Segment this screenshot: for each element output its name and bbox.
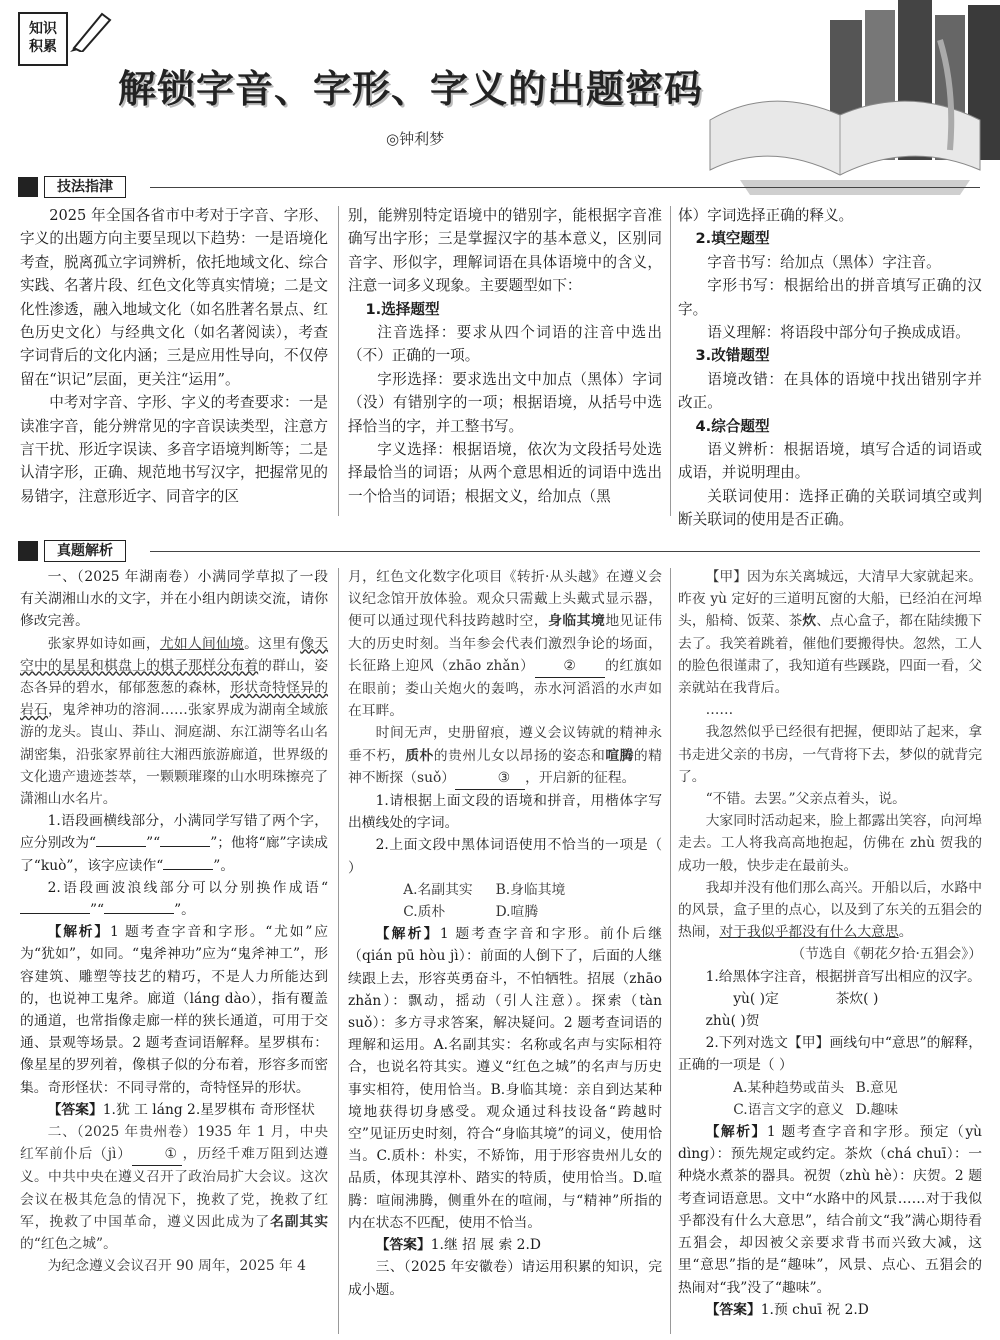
paragraph: 语义理解：将语段中部分句子换成成语。: [707, 324, 970, 342]
jifa-column-3: [678, 204, 982, 532]
option-a[interactable]: A.某种趋势或苗头: [733, 1079, 845, 1096]
section-label: 技法指津: [44, 176, 126, 198]
sub-question: 1.语段画横线部分，小满同学写错了两个字，应分别改为“ ”“ ”；他将“廊”字读成了“kuò”，该字应读作“ ”。: [20, 813, 328, 874]
paragraph: 体）字词选择正确的释义。: [678, 207, 854, 224]
column-divider: [338, 206, 339, 516]
subheading: 4.综合题型: [695, 417, 770, 435]
answer-blank[interactable]: [163, 869, 213, 870]
fill-item[interactable]: 茶炊( ): [835, 990, 879, 1007]
badge-line-1: 知识: [29, 21, 57, 37]
fill-item[interactable]: yù( )定: [733, 990, 779, 1007]
zhenti-column-1: [20, 566, 328, 1278]
source-note: （节选自《朝花夕拾·五猖会》）: [791, 946, 982, 963]
question-intro: 一、（2025 年湖南卷）小满同学草拟了一段有关湖湘山水的文字，并在小组内朗读交流，请你修改完善。: [20, 569, 328, 630]
fill-row: [678, 988, 982, 1010]
analysis: 【解析】1 题考查字音和字形。前仆后继（qián pū hòu jì）：前面的人倒下了，后面的人继续跟上去，形容英勇奋斗，不怕牺牲。招展（zhāo zhǎn）：飘动，摇动（引人注意）。探索（tàn suǒ）：多方寻求答案，解决疑问。2 题考查词语的理解和运用。A.名副其实：名称或名声与实际相符合，也说名符其实。遵义“红色之城”的名声与历史事实相符，使用恰当。B.身临其境：亲自到达某种境地获得切身感受。观众通过科技设备“跨越时空”见证历史时刻，符合“身临其境”的词义，使用恰当。C.质朴：朴实，不矫饰，用于形容贵州儿女的品质，体现其淳朴、踏实的特质，使用恰当。D.喧腾：喧闹沸腾，侧重外在的喧闹，与“精神”所指的内在状态不匹配，使用不恰当。: [348, 926, 662, 1231]
zhenti-column-3: [678, 566, 982, 1321]
pen-icon: [66, 8, 116, 52]
paragraph: 注音选择：要求从四个词语的注音中选出（不）正确的一项。: [348, 324, 662, 365]
paragraph: 字音书写：给加点（黑体）字注音。: [707, 253, 941, 271]
answer: 【答案】1.预 chuī 祝 2.D: [705, 1301, 869, 1318]
section-header-jifa: [18, 176, 126, 198]
option-c[interactable]: C.语言文字的意义: [733, 1101, 845, 1118]
question-intro: 三、（2025 年安徽卷）请运用积累的知识，完成小题。: [348, 1259, 662, 1298]
passage: 大家同时活动起来，脸上都露出笑容，向河埠走去。工人将我高高地抱起，仿佛在 zhù 贺我的成功一般，快步走在最前头。: [678, 813, 982, 874]
jifa-column-1: [20, 204, 328, 508]
option-row: [348, 879, 662, 901]
answer-blank[interactable]: [160, 846, 210, 847]
paragraph: 字义选择：根据语境，依次为文段括号处选择最恰当的词语；从两个意思相近的词语中选出一个恰当的词语；根据文义，给加点（黑: [348, 441, 662, 505]
zhenti-column-2: [348, 566, 662, 1301]
column-badge: [18, 12, 68, 66]
paragraph: 语义辨析：根据语境，填写合适的词语或成语，并说明理由。: [678, 441, 982, 482]
passage: 我忽然似乎已经很有把握，便即站了起来，拿书走进父亲的书房，一气背将下去，梦似的就背完了。: [678, 724, 982, 785]
paragraph: 别，能辨别特定语境中的错别字，能根据字音准确写出字形；三是掌握汉字的基本意义，区别同音字、形似字，理解词语在具体语境中的含义，注意一词多义现象。主要题型如下：: [348, 207, 662, 295]
column-divider: [670, 568, 671, 1334]
question-intro: 二、（2025 年贵州卷）1935 年 1 月，中央红军前仆后（jì） ① ，历经千难万阻到达遵义。中共中央在遵义召开了政治局扩大会议。这次会议在极其危急的情况下，挽救了党，挽救了红军，挽救了中国革命，遵义因此成为了名副其实的“红色之城”。: [20, 1124, 329, 1253]
subheading: 3.改错题型: [695, 347, 770, 365]
analysis: 【解析】1 题考查字音和字形。预定（yù dìng）：预先规定或约定。茶炊（chá chuī）：一种烧水煮茶的器具。祝贺（zhù hè）：庆贺。2 题考查词语意思。文中“水路中的风景……对于我似乎都没有什么大意思”，结合前文“我”满心期待看五猖会，却因被父亲要求背书而兴致大减，这里“意思”指的是“趣味”，风景、点心、五猖会的热闹对“我”没了“趣味”。: [678, 1124, 983, 1296]
option-row: [348, 901, 662, 923]
jifa-column-2: [348, 204, 662, 508]
section-rule: [150, 187, 980, 188]
option-row: [678, 1099, 982, 1121]
books-illustration: [700, 0, 1000, 200]
author-line: ◎钟利梦: [386, 130, 445, 148]
fill-item[interactable]: zhù( )贺: [705, 1013, 760, 1030]
section-label: 真题解析: [44, 540, 126, 562]
fill-row: [678, 1010, 982, 1032]
answer-blank[interactable]: [104, 913, 174, 914]
option-b[interactable]: B.意见: [855, 1079, 898, 1096]
passage: 月，红色文化数字化项目《转折·从头越》在遵义会议纪念馆开放体验。观众只需戴上头戴式显示器，便可以通过现代科技跨越时空，身临其境地见证伟大的历史时刻。当年参会代表们激烈争论的场面，长征路上迎风（zhāo zhǎn） ② 的红旗如在眼前；娄山关炮火的轰鸣，赤水河滔滔的水声如在耳畔。: [348, 569, 663, 720]
passage: 张家界如诗如画，尤如人间仙境。这里有像天空中的星星和棋盘上的棋子那样分布着的群山，姿态各异的碧水，郁郁葱葱的森林，形状奇特怪异的岩石，鬼斧神功的溶洞……张家界成为湖南全域旅游的龙头。崀山、莽山、洞庭湖、东江湖等名山名湖密集，沿张家界前往大湘西旅游廊道，世界级的文化遗产遗迹荟萃，一颗颗璀璨的山水明珠擦亮了潇湘山水名片。: [20, 635, 329, 808]
section-header-zhenti: [18, 540, 126, 562]
answer: 【答案】1.继 招 展 索 2.D: [375, 1237, 541, 1254]
option-row: [678, 1077, 982, 1099]
answer: 【答案】1.犹 工 láng 2.星罗棋布 奇形怪状: [47, 1101, 315, 1118]
passage: 时间无声，史册留痕，遵义会议铸就的精神永垂不朽，质朴的贵州儿女以昂扬的姿态和喧腾的精神不断探（suǒ） ③ ，开启新的征程。: [348, 722, 662, 790]
subheading: 2.填空题型: [695, 230, 770, 248]
option-b[interactable]: B.身临其境: [495, 881, 566, 898]
answer-blank[interactable]: [20, 913, 90, 914]
subheading: 1.选择题型: [365, 300, 440, 318]
paragraph: 语境改错：在具体的语境中找出错别字并改正。: [678, 370, 982, 412]
sub-question: 1.请根据上面文段的语境和拼音，用楷体字写出横线处的字词。: [348, 793, 662, 832]
paragraph: 关联词使用：选择正确的关联词填空或判断关联词的使用是否正确。: [678, 487, 982, 529]
paragraph: 为纪念遵义会议召开 90 周年，2025 年 4: [47, 1258, 306, 1275]
passage: “不错。去罢。”父亲点着头，说。: [705, 791, 906, 808]
paragraph: 2025 年全国各省市中考对于字音、字形、字义的出题方向主要呈现以下趋势：一是语境化考查，脱离孤立字词辨析，依托地域文化、综合实践、名著片段、红色文化等真实情境；二是文化性渗透，融入地域文化（如名胜著名景点、红色历史文化）与经典文化（如名著阅读），考查字词背后的文化内涵；三是应用性导向，不仅停留在“识记”层面，更关注“运用”。: [20, 207, 328, 388]
option-d[interactable]: D.趣味: [855, 1101, 899, 1118]
paragraph: 字形选择：要求选出文中加点（黑体）字词（没）有错别字的一项；根据语境，从括号中选择恰当的字，并工整书写。: [348, 370, 662, 435]
option-c[interactable]: C.质朴: [403, 904, 446, 921]
column-divider: [670, 206, 671, 516]
badge-line-2: 积累: [29, 39, 57, 55]
page-title: 解锁字音、字形、字义的出题密码: [118, 67, 704, 111]
column-divider: [338, 568, 339, 1334]
paragraph: 中考对字音、字形、字义的考查要求：一是读准字音，能分辨常见的字音误读类型，注意方言干扰、形近字误读、多音字语境判断等；二是认清字形，正确、规范地书写汉字，把握常见的易错字，注意形近字、同音字的区: [20, 394, 328, 505]
analysis: 【解析】1 题考查字音和字形。“尤如”应为“犹如”，如同。“鬼斧神功”应为“鬼斧神工”，形容建筑、雕塑等技艺的精巧，不是人力所能达到的，也说神工鬼斧。廊道（láng dào），指有覆盖的通道，也常指像走廊一样的狭长通道，可用于交通、景观等场景。2 题考查词语解释。星罗棋布：像星星的罗列着，像棋子似的分布着，形容多而密集。奇形怪状：不同寻常的，奇特怪异的形状。: [20, 924, 328, 1096]
answer-blank[interactable]: [96, 846, 146, 847]
paragraph: 字形书写：根据给出的拼音填写正确的汉字。: [678, 277, 982, 318]
section-rule: [150, 551, 980, 552]
option-a[interactable]: A.名副其实: [403, 881, 473, 898]
option-d[interactable]: D.喧腾: [495, 904, 539, 921]
sub-question: 2.上面文段中黑体词语使用不恰当的一项是（ ）: [348, 837, 662, 876]
passage: 【甲】因为东关离城远，大清早大家就起来。昨夜 yù 定好的三道明瓦窗的大船，已经泊在河埠头，船椅、饭菜、茶炊、点心盒子，都在陆续搬下去了。我笑着跳着，催他们要搬得快。忽然，工人的脸色很谨肃了，我知道有些蹊跷，四面一看，父亲就站在我背后。: [678, 569, 983, 697]
ellipsis: ……: [705, 702, 734, 719]
sub-question: 2.语段画波浪线部分可以分别换作成语“”“ ”。: [20, 877, 328, 921]
passage: 我却并没有他们那么高兴。开船以后，水路中的风景，盒子里的点心，以及到了东关的五猖会的热闹，对于我似乎都没有什么大意思。: [678, 879, 982, 941]
sub-question: 2.下列对选文【甲】画线句中“意思”的解释，正确的一项是（ ）: [678, 1035, 982, 1074]
sub-question: 1.给黑体字注音，根据拼音写出相应的汉字。: [705, 968, 981, 985]
